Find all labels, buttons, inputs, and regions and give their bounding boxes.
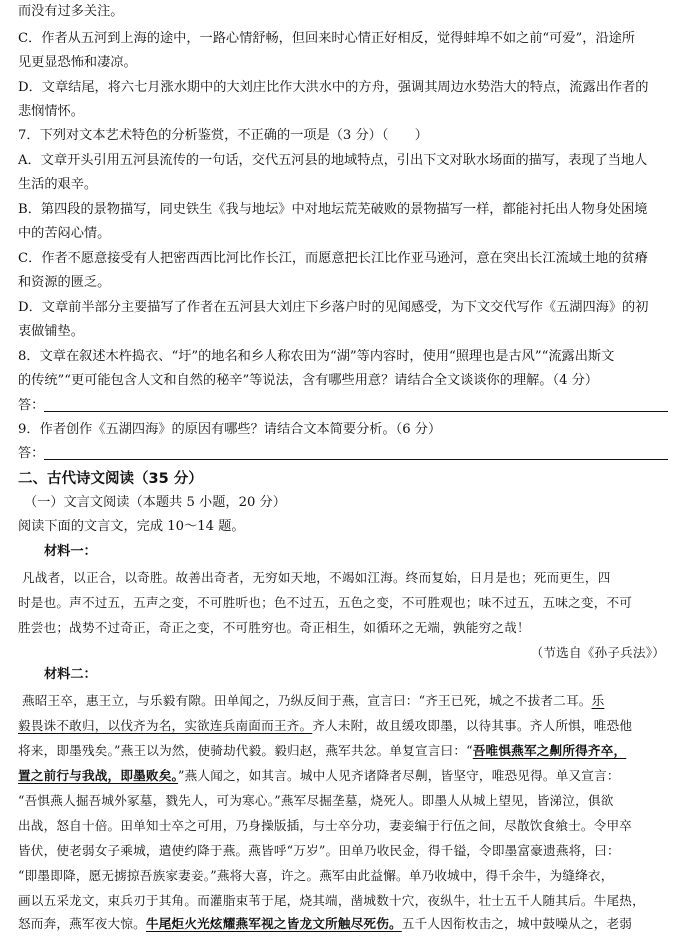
underlined-text: 置之前行与我战，即墨败矣。 bbox=[18, 768, 179, 783]
material-2-line bbox=[18, 789, 673, 813]
text-segment: 怒而奔，燕军夜大惊。 bbox=[18, 916, 146, 931]
material-2-line bbox=[18, 889, 673, 913]
material-2-line bbox=[18, 714, 673, 738]
underlined-text: 毅畏诛不敢归，以伐齐为名，实欲连兵南面而王齐。 bbox=[18, 718, 313, 733]
text-segment: ”燕人闻之，如其言。城中人见齐诸降者尽劓，皆坚守，唯恐见得。单又宣言： bbox=[178, 768, 620, 783]
material-2-line bbox=[18, 839, 673, 863]
text-line: 生活的艰辛。 bbox=[18, 177, 98, 192]
material-2-line bbox=[18, 864, 673, 888]
instruction: 阅读下面的文言文，完成 10～14 题。 bbox=[18, 519, 245, 534]
option-b-line: B．第四段的景物描写，同史铁生《我与地坛》中对地坛荒芜破败的景物描写一样，都能衬托出人物身处困境 bbox=[18, 202, 648, 217]
text-segment: 燕昭王卒，惠王立，与乐毅有隙。田单闻之，乃纵反间于燕，宣言曰：“齐王已死，城之不拔者二耳。 bbox=[22, 693, 592, 708]
material-1-line: 胜尝也；战势不过奇正，奇正之变，不可胜穷也。奇正相生，如循环之无端，孰能穷之哉！ bbox=[18, 620, 530, 635]
text-line: 而没有过多关注。 bbox=[18, 4, 124, 19]
answer-label: 答： bbox=[18, 446, 45, 461]
text-line: 衷做铺垫。 bbox=[18, 324, 84, 339]
material-1-line: 时是也。声不过五，五声之变，不可胜听也；色不过五，五色之变，不可胜观也；味不过五，五味之变，不可 bbox=[18, 595, 633, 610]
material-2-title: 材料二： bbox=[44, 667, 97, 682]
option-c-line: C．作者从五河到上海的途中，一路心情舒畅，但回来时心情正好相反，觉得蚌埠不如之前“可爱”，沿途所 bbox=[18, 31, 636, 46]
text-line: 中的苦闷心情。 bbox=[18, 226, 111, 241]
answer-line[interactable] bbox=[44, 459, 668, 460]
text-segment: 出战，怒自十倍。田单知士卒之可用，乃身操版插，与士卒分功，妻妾编于行伍之间，尽散饮食飨士。令甲卒 bbox=[18, 818, 633, 833]
underlined-text: 牛尾炬火光炫耀燕军视之皆龙文所触尽死伤。 bbox=[145, 916, 402, 931]
question-9: 9．作者创作《五湖四海》的原因有哪些？请结合文本简要分析。（6 分） bbox=[18, 422, 442, 437]
text-segment: 五千人因衔枚击之，城中鼓噪从之，老弱 bbox=[401, 916, 633, 931]
answer-label: 答： bbox=[18, 398, 45, 413]
material-2-line bbox=[22, 689, 673, 713]
underlined-text: 乐 bbox=[591, 693, 605, 708]
subsection-title: （一）文言文阅读（本题共 5 小题，20 分） bbox=[24, 495, 286, 510]
underlined-text: 吾唯惧燕军之劓所得齐卒， bbox=[472, 743, 627, 758]
text-line: 见更显恐怖和凄凉。 bbox=[18, 55, 137, 70]
text-line: 的传统”“更可能包含人文和自然的秘辛”等说法，含有哪些用意？请结合全文谈谈你的理解。（4 分） bbox=[18, 373, 599, 388]
material-1-source: （节选自《孙子兵法》） bbox=[530, 645, 665, 660]
option-d-line: D．文章结尾，将六七月涨水期中的大刘庄比作大洪水中的方舟，强调其周边水势浩大的特点，流露出作者的 bbox=[18, 80, 649, 95]
text-line: 和资源的匮乏。 bbox=[18, 275, 111, 290]
text-segment: 将来，即墨残矣。”燕王以为然，使骑劫代毅。毅归赵，燕军共忿。单复宣言曰：“ bbox=[18, 743, 473, 758]
text-line: 悲悯情怀。 bbox=[18, 104, 84, 119]
option-d-line: D．文章前半部分主要描写了作者在五河县大刘庄下乡落户时的见闻感受，为下文交代写作《五湖四海》的初 bbox=[18, 300, 649, 315]
material-2-line bbox=[18, 764, 673, 788]
material-2-line bbox=[18, 739, 673, 763]
section-title: 二、古代诗文阅读（35 分） bbox=[18, 471, 203, 487]
material-1-title: 材料一： bbox=[44, 544, 97, 559]
material-1-line: 凡战者，以正合，以奇胜。故善出奇者，无穷如天地，不竭如江海。终而复始，日月是也；死而更生，四 bbox=[22, 570, 611, 585]
question-7: 7．下列对文本艺术特色的分析鉴赏，不正确的一项是（3 分）（ ） bbox=[18, 128, 428, 143]
text-segment: 皆伏，使老弱女子乘城，遣使约降于燕。燕皆呼“万岁”。田单乃收民金，得千镒，令即墨富豪遗燕将，曰： bbox=[18, 843, 620, 858]
material-2-line bbox=[18, 912, 673, 936]
text-segment: “即墨即降，愿无掳掠吾族家妻妾。”燕将大喜，许之。燕军由此益懈。单乃收城中，得千余牛，为缝绛衣， bbox=[18, 868, 614, 883]
text-segment: “吾惧燕人掘吾城外冢墓，戮先人，可为寒心。”燕军尽掘垄墓，烧死人。即墨人从城上望见，皆涕泣，俱欲 bbox=[18, 793, 614, 808]
question-8: 8．文章在叙述木杵捣衣、“圩”的地名和乡人称农田为“湖”等内容时，使用“照理也是古风”“流露出斯文 bbox=[18, 349, 615, 364]
option-c-line: C．作者不愿意接受有人把密西西比河比作长江，而愿意把长江比作亚马逊河，意在突出长江流域土地的贫瘠 bbox=[18, 251, 648, 266]
material-2-line bbox=[18, 814, 673, 838]
option-a-line: A．文章开头引用五河县流传的一句话，交代五河县的地域特点，引出下文对耿水场面的描写，表现了当地人 bbox=[18, 153, 648, 168]
text-segment: 齐人未附，故且缓攻即墨，以待其事。齐人所惧，唯恐他 bbox=[312, 718, 633, 733]
answer-line[interactable] bbox=[44, 411, 668, 412]
text-segment: 画以五采龙文，束兵刃于其角。而灌脂束苇于尾，烧其端，凿城数十穴，夜纵牛，壮士五千人随其后。牛尾热， bbox=[18, 893, 645, 908]
